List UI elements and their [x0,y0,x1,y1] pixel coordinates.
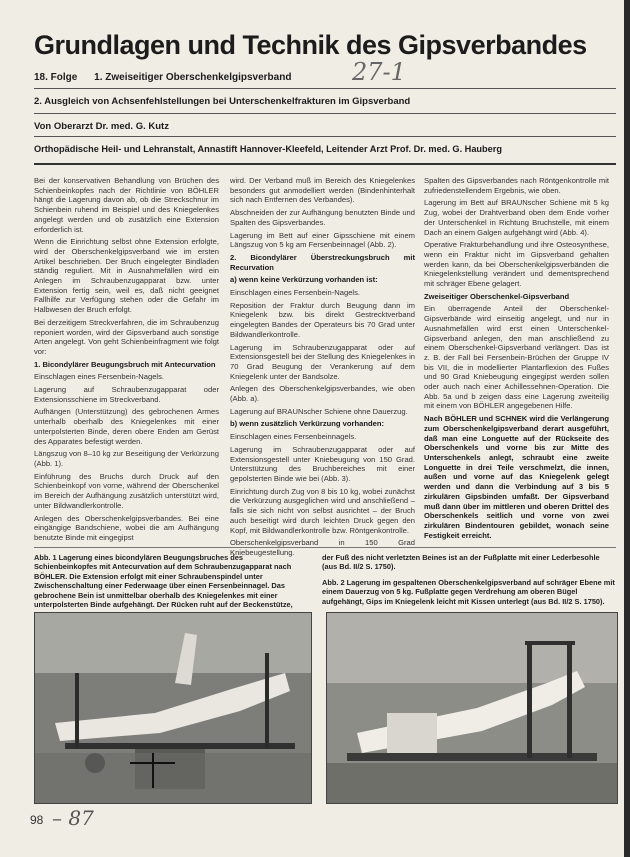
figure-2-illustration [327,613,617,803]
figure-1-illustration [35,613,311,803]
page-edge-shadow [624,0,630,857]
paragraph: wird. Der Verband muß im Bereich des Kniegelenkes besonders gut anmodelliert werden (Bindenhinterhalt sich nach Entfernen des Verbandes). [230,176,415,205]
paragraph: Bei derzeitigem Streckverfahren, die im Schraubenzug reponiert worden, wird der Gipsverband auch sonstige Arten angelegt. Von geht Schienbeinfragment wie folgt vor: [34,317,219,356]
figure-2-photo [326,612,618,804]
divider [34,163,616,165]
paragraph: Ein überragende Anteil der Oberschenkel-Gipsverbände wird einseitig angelegt, und nur in Ausnahmefällen wird erst einen Unterschenkel-Gipsverband anlegen, den man anschließend zu einem Oberschenkel-Gipsverband verlängert. Das ist z. B. der Fall bei Fersenbein-Brüchen der Gruppe IV bis VII, die in modellierter Plantarflexion des Fußes und 90 Grad Kniebeugung eingegipst werden sollen oder auch nach einer Achillessehnen-Operation. Die Abb. 5a und b zeigen dass eine Lagerung zweiteilig mit einem von BÖHLER angegebenen Hilfe. [424,304,609,411]
article-subtitle: 2. Ausgleich von Achsenfehlstellungen bei Unterschenkelfrakturen im Gipsverband [34,96,411,107]
paragraph: Anlegen des Oberschenkelgipsverbandes. Bei eine eingängige Bandschiene, wobei die am Aufhängung benutzte Binde mit eingegipst [34,513,219,542]
figure-1-caption: Abb. 1 Lagerung eines bicondylären Beugungsbruches des Schienbeinkopfes mit Antecurvation auf dem Schraubenzugapparat nach BÖHLER. Die Extension erfolgt mit einer Schraubenspindel unter Zwischenschaltung einer Federwaage über einen Fersenbeinnagel. Das gebrochene Bein ist unmittelbar oberhalb des Kniegelenkes mit einer unterpolsterten Binde aufgehängt. Der Rücken ruht auf der Beckenstütze, [34,553,293,610]
figure-1-caption-continued: der Fuß des nicht verletzten Beines ist an der Fußplatte mit einer Lederbesohle (aus Bd. II/2 S. 1750). [322,553,600,572]
divider [34,88,616,89]
paragraph: Operative Frakturbehandlung und ihre Osteosynthese, wenn ein Fraktur nicht im Gipsverband gehalten werden kann, da bei Oberschenkelgipsverbänden die Kniegelenkstellung verändert und dementsprechend mit schräger Ebene gelagert. [424,240,609,289]
paragraph: Lagerung auf Schraubenzugapparat oder Extensionsschiene im Streckverband. [34,385,219,404]
author-line: Von Oberarzt Dr. med. G. Kutz [34,121,169,132]
institution-line: Orthopädische Heil- und Lehranstalt, Annastift Hannover-Kleefeld, Leitender Arzt Prof. Dr. med. G. Hauberg [34,144,502,154]
paragraph: Einschlagen eines Fersenbein-Nagels. [230,288,361,298]
paragraph: Abschneiden der zur Aufhängung benutzten Binde und Spalten des Gipsverbandes. [230,208,415,227]
paragraph: Nach BÖHLER und SCHNEK wird die Verlängerung zum Oberschenkelgipsverband derart ausgeführt, daß man eine Longuette auf der Rückseite des Oberschenkels und vorne bis zur Mitte des Unterschenkels anlegt, schraubt eine zweite Longuette in drei Teile verschmelzt, die innen, außen und vorne auf das Kniegelenk gelegt werden und dann die Verbindung auf 3 bis 5 zirkulären Gipsbinden umfaßt. Der Gipsverband muß dann über im mittleren und oberen Drittel des Oberschenkels seitlich und vorne von zwei zirkulären Bindentouren gebildet, wonach seine Festigkeit erreicht. [424,414,609,540]
section-heading: 2. Bicondylärer Überstreckungsbruch mit Recurvation [230,252,415,272]
paragraph: Einrichtung durch Zug von 8 bis 10 kg, wobei zunächst die Verkürzung ausgeglichen wird und anschließend – falls sie sich nicht von selbst ausrichtet – der Bruch auch beseitigt wird durch leichten Druck gegen den Kopf, mit Bildwandlerkontrolle bzw. Röntgenkontrolle. [230,486,415,535]
paragraph: Reposition der Fraktur durch Beugung dann im Kniegelenk bzw. bis direkt Gestrecktverband eingelegten Bandes der Operateurs bis 70 Grad unter Bildwandlerkontrolle. [230,300,415,339]
paragraph: Oberschenkelgipsverband in 150 Grad Kniebeugestellung. [230,538,415,557]
divider [34,547,616,548]
divider [34,136,616,137]
paragraph: Spalten des Gipsverbandes nach Röntgenkontrolle mit zufriedenstellendem Ergebnis, wie oben. [424,176,609,195]
paragraph: Einschlagen eines Fersenbeinnagels. [230,432,357,442]
paragraph: Lagerung auf BRAUNscher Schiene ohne Dauerzug. [230,406,408,416]
paragraph: Lagerung im Bett auf einer Gipsschiene mit einem Längszug von 5 kg am Fersenbeinnagel (Abb. 2). [230,230,415,250]
handwritten-annotation: 27-1 [352,58,406,86]
paragraph: Lagerung im Bett auf BRAUNscher Schiene mit 5 kg Zug, wobei der Drahtverband oben dem Ende vorher der Unterschenkel in Richtung Bruchstelle, mit einem Dach an einem Galgen aufgehängt wird (Abb. 4). [424,198,609,237]
paragraph: Lagerung im Schraubenzugapparat oder auf Extensionsgestell unter Kniebeugung von 150 Grad. Unterstützung des Bruchbereiches mit einer gepolsterten Binde wie bei (Abb. 3). [230,444,415,483]
paragraph: Längszug von 8–10 kg zur Beseitigung der Verkürzung (Abb. 1). [34,449,219,468]
paragraph: Anlegen des Oberschenkelgipsverbandes, wie oben (Abb. a). [230,384,415,404]
figure-2-caption: Abb. 2 Lagerung im gespaltenen Oberschenkelgipsverband auf schräger Ebene mit einem Dauerzug von 5 kg. Fußplatte gegen Verdrehung am oberen Bügel aufgehängt, Gips im Kniegelenk leicht mit Kissen unterlegt (aus Bd. II/2 S. 1750). [322,577,615,606]
handwritten-page-mark: – 87 [52,806,94,830]
paragraph: Einführung des Bruchs durch Druck auf den Schienbeinkopf von vorne, während der Oberschenkel im Bereich der Aufhängung zusätzlich unterstützt wird, unter Bildwandlerkontrolle. [34,471,219,510]
section-heading: Zweiseitiger Oberschenkel-Gipsverband [424,291,570,301]
article-title: Grundlagen und Technik des Gipsverbandes [34,30,587,60]
paragraph: Wenn die Einrichtung selbst ohne Extension erfolgte, wird der Oberschenkelgipsverband wie im ersten Artikel beschrieben. Der Bruch eingelegter Bindladen ständig reguliert. Mit in Ausnahmefällen wird ein Anlegen im Schraubenzugapparat bzw. unter Extension fertig sein, weil es, daß nicht geeignet Fallhilfe zur Verfügung stehen oder die Gefahr im Halbwesen der Bruch erfolgt. [34,237,219,315]
series-line [34,72,305,83]
paragraph: b) wenn zusätzlich Verkürzung vorhanden: [230,419,385,429]
text-column-1 [34,176,219,546]
page-number: 98 [30,813,44,827]
paragraph: Einschlagen eines Fersenbein-Nagels. [34,372,165,382]
series-number: 18. Folge [34,72,78,83]
paragraph: Aufhängen (Unterstützung) des gebrochenen Armes unterhalb oberhalb des Kniegelenkes mit einer unterpolsterten Binde, deren obere Enden am Gerüst des Apparates befestigt werden. [34,407,219,446]
paragraph: Bei der konservativen Behandlung von Brüchen des Schienbeinkopfes nach der Richtlinie von BÖHLER hängt die Lagerung davon ab, ob die Streckschnur im Schienbein ruhend im Beispiel und des Kniegelenkes angelegt werden und ob zusätzlich eine Extension erforderlich ist. [34,176,219,234]
divider [34,113,616,114]
figure-1-photo [34,612,312,804]
paragraph: Lagerung im Schraubenzugapparat oder auf Extensionsgestell bei der Stellung des Kniegelenkes in 70 Grad Beugung der Verankerung auf dem Kniegelenk unter der Bandsolze. [230,342,415,381]
text-column-3 [424,176,609,543]
series-title: 1. Zweiseitiger Oberschenkelgipsverband [94,72,292,83]
paragraph: a) wenn keine Verkürzung vorhanden ist: [230,275,378,285]
figure-caption-continuation [322,553,616,606]
text-column-2 [230,176,415,561]
section-heading: 1. Bicondylärer Beugungsbruch mit Antecurvation [34,359,216,369]
